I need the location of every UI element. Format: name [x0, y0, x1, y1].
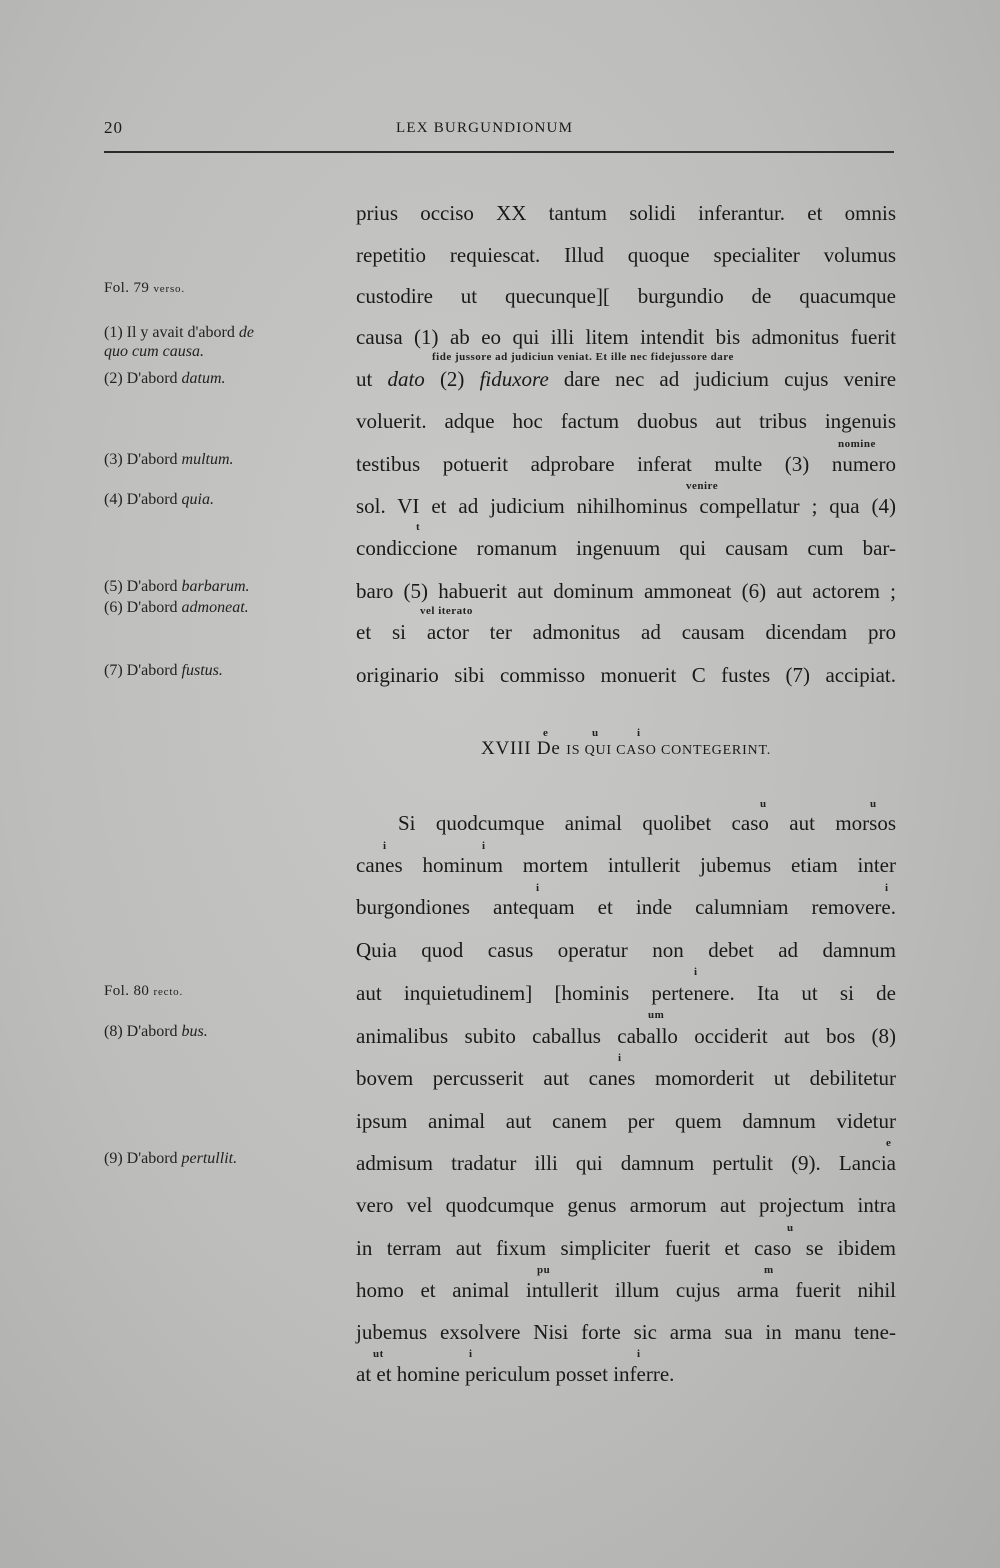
text-line: [356, 364, 896, 394]
footnote-text: (1) Il y avait d'abord: [104, 324, 235, 341]
text-line: Quia quod casus operatur non debet ad damnum: [356, 938, 896, 962]
interlinear-gloss: i: [469, 1348, 473, 1360]
footnote-ref: (2): [439, 367, 465, 391]
interlinear-gloss: u: [592, 727, 599, 739]
text-line: burgondiones antequam et inde calumniam removere.: [356, 895, 896, 919]
interlinear-gloss: u: [760, 798, 767, 810]
interlinear-gloss: um: [648, 1009, 665, 1021]
heading-title: IS QUI CASO CONTEGERINT.: [566, 743, 772, 758]
folio-marker-79-verso: [104, 279, 334, 299]
folio-label: Fol.: [104, 983, 130, 999]
interlinear-gloss: venire: [686, 480, 719, 492]
text-line: bovem percusserit aut canes momorderit ut debilitetur: [356, 1066, 896, 1090]
running-title: LEX BURGUNDIONUM: [396, 120, 574, 136]
text-line: voluerit. adque hoc factum duobus aut tribus ingenuis: [356, 409, 896, 433]
text-line: canes hominum mortem intullerit jubemus etiam inter: [356, 853, 896, 877]
text-line: jubemus exsolvere Nisi forte sic arma sua in manu tene-: [356, 1320, 896, 1344]
footnote-4: [104, 490, 334, 509]
interlinear-gloss: i: [885, 882, 889, 894]
interlinear-gloss: nomine: [838, 438, 876, 450]
interlinear-gloss: i: [482, 840, 486, 852]
footnote-variant: quo cum causa.: [104, 343, 204, 360]
footnote-text: (7) D'abord: [104, 662, 178, 679]
interlinear-gloss: vel iterato: [420, 605, 473, 617]
interlinear-gloss: pu: [537, 1264, 551, 1276]
footnote-text: (9) D'abord: [104, 1150, 178, 1167]
folio-side: recto.: [153, 986, 184, 998]
footnote-text: (8) D'abord: [104, 1023, 178, 1040]
interlinear-gloss: i: [637, 1348, 641, 1360]
footnote-3: [104, 450, 334, 469]
footnote-5: [104, 577, 334, 596]
folio-marker-80-recto: [104, 982, 334, 1002]
footnote-variant: admoneat.: [181, 599, 249, 616]
text-words: dare nec ad judicium cujus venire: [563, 367, 897, 391]
interlinear-gloss: i: [536, 882, 540, 894]
section-heading: [356, 738, 896, 760]
interlinear-gloss: ut: [373, 1348, 384, 1360]
footnote-8: [104, 1022, 334, 1041]
footnote-text: (4) D'abord: [104, 491, 178, 508]
text-line: testibus potuerit adprobare inferat multe (3) numero: [356, 452, 896, 476]
interlinear-gloss: i: [694, 966, 698, 978]
footnote-2: [104, 369, 334, 388]
interlinear-gloss: m: [764, 1264, 774, 1276]
text-line: at et homine periculum posset inferre.: [356, 1362, 675, 1386]
interlinear-gloss: i: [618, 1052, 622, 1064]
interlinear-gloss: e: [886, 1137, 892, 1149]
interlinear-gloss: e: [543, 727, 549, 739]
text-line: in terram aut fixum simpliciter fuerit et caso se ibidem: [356, 1236, 896, 1260]
text-line: admisum tradatur illi qui damnum pertulit (9). Lancia: [356, 1151, 896, 1175]
interlinear-gloss: t: [416, 521, 421, 533]
text-line: animalibus subito caballus caballo occiderit aut bos (8): [356, 1024, 896, 1048]
text-line: prius occiso XX tantum solidi inferantur. et omnis: [356, 201, 896, 225]
folio-side: verso.: [153, 283, 185, 295]
text-line: vero vel quodcumque genus armorum aut projectum intra: [356, 1193, 896, 1217]
footnote-variant: datum.: [181, 370, 226, 387]
text-line: custodire ut quecunque][ burgundio de quacumque: [356, 284, 896, 308]
interlinear-gloss: i: [637, 727, 641, 739]
footnote-variant: quia.: [181, 491, 214, 508]
folio-number: 79: [133, 280, 150, 296]
footnote-variant: fustus.: [181, 662, 223, 679]
text-line: ipsum animal aut canem per quem damnum videtur: [356, 1109, 896, 1133]
folio-label: Fol.: [104, 280, 130, 296]
footnote-variant: multum.: [181, 451, 234, 468]
interlinear-gloss: u: [787, 1222, 794, 1234]
footnote-variant: de: [238, 324, 254, 341]
interlinear-gloss: i: [383, 840, 387, 852]
text-line: homo et animal intullerit illum cujus arma fuerit nihil: [356, 1278, 896, 1302]
footnote-text: (3) D'abord: [104, 451, 178, 468]
text-line: aut inquietudinem] [hominis pertenere. Ita ut si de: [356, 981, 896, 1005]
interlinear-gloss: u: [870, 798, 877, 810]
interlinear-gloss: fide jussore ad judiciun veniat. Et ille nec fidejussore dare: [432, 351, 734, 363]
text-line: originario sibi commisso monuerit C fustes (7) accipiat.: [356, 663, 896, 687]
footnote-7: [104, 661, 334, 680]
footnote-variant: pertullit.: [181, 1150, 238, 1167]
text-line: repetitio requiescat. Illud quoque specialiter volumus: [356, 243, 896, 267]
text-word: dato: [387, 367, 425, 391]
text-line: sol. VI et ad judicium nihilhominus compellatur ; qua (4): [356, 494, 896, 518]
text-word: ut: [356, 367, 373, 391]
page-number: 20: [104, 118, 123, 137]
footnote-text: (2) D'abord: [104, 370, 178, 387]
footnote-6: [104, 598, 334, 617]
footnote-9: [104, 1149, 334, 1168]
header-rule: [104, 151, 894, 153]
text-line: et si actor ter admonitus ad causam dicendam pro: [356, 620, 896, 644]
footnote-variant: barbarum.: [181, 578, 250, 595]
text-line: Si quodcumque animal quolibet caso aut morsos: [398, 811, 896, 835]
folio-number: 80: [133, 983, 150, 999]
page-header: [104, 118, 894, 148]
text-line: condiccione romanum ingenuum qui causam cum bar-: [356, 536, 896, 560]
text-line: causa (1) ab eo qui illi litem intendit bis admonitus fuerit: [356, 325, 896, 349]
text-word: fiduxore: [479, 367, 549, 391]
footnote-variant: bus.: [181, 1023, 208, 1040]
text-line: baro (5) habuerit aut dominum ammoneat (6) aut actorem ;: [356, 579, 896, 603]
footnote-text: (5) D'abord: [104, 578, 178, 595]
heading-number: XVIII De: [480, 738, 561, 759]
footnote-text: (6) D'abord: [104, 599, 178, 616]
footnote-1: [104, 323, 334, 361]
